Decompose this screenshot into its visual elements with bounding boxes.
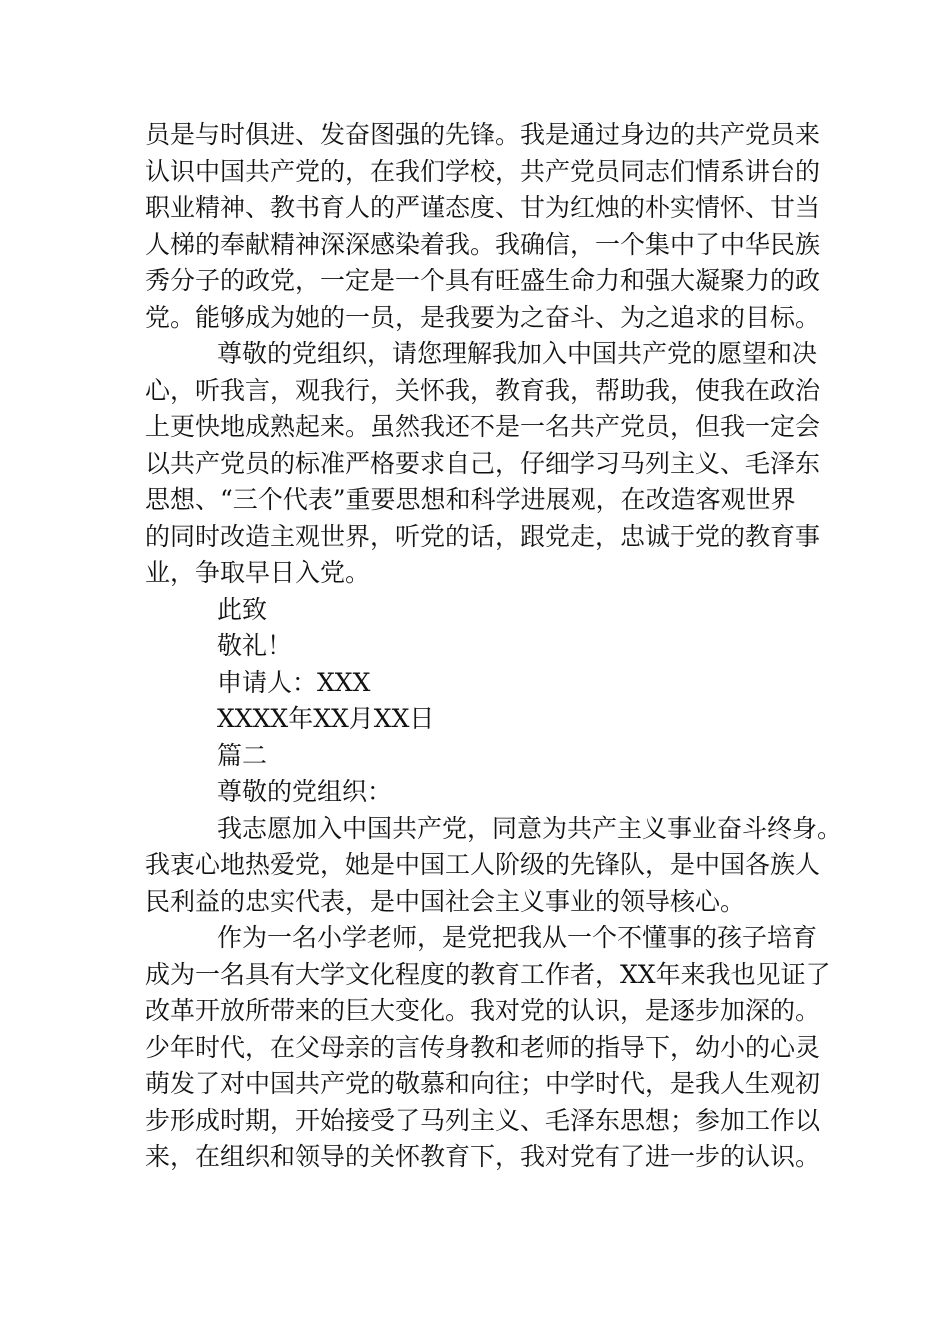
document-line: 尊敬的党组织： bbox=[217, 777, 393, 806]
document-line: 的同时改造主观世界，听党的话，跟党走，忠诚于党的教育事 bbox=[145, 521, 821, 551]
document-body bbox=[145, 117, 843, 1176]
document-line: 秀分子的政党，一定是一个具有旺盛生命力和强大凝聚力的政 bbox=[145, 266, 821, 295]
document-line: 我志愿加入中国共产党，同意为共产主义事业奋斗终身。 bbox=[217, 813, 843, 843]
document-line: XXXX年XX月XX日 bbox=[217, 704, 435, 733]
document-line: 我衷心地热爱党，她是中国工人阶级的先锋队，是中国各族人 bbox=[145, 850, 821, 879]
document-line: 来，在组织和领导的关怀教育下，我对党有了进一步的认识。 bbox=[145, 1142, 821, 1171]
document-line: 职业精神、教书育人的严谨态度、甘为红烛的朴实情怀、甘当 bbox=[145, 193, 821, 222]
document-line: 此致 bbox=[217, 594, 268, 624]
document-line: 党。能够成为她的一员，是我要为之奋斗、为之追求的目标。 bbox=[145, 302, 821, 332]
document-line: 上更快地成熟起来。虽然我还不是一名共产党员，但我一定会 bbox=[145, 412, 821, 441]
document-line: 步形成时期，开始接受了马列主义、毛泽东思想；参加工作以 bbox=[145, 1105, 821, 1135]
document-line: 思想、“三个代表”重要思想和科学进展观，在改造客观世界 bbox=[145, 485, 796, 514]
document-line: 尊敬的党组织，请您理解我加入中国共产党的愿望和决 bbox=[217, 339, 818, 368]
document-line: 以共产党员的标准严格要求自己，仔细学习马列主义、毛泽东 bbox=[145, 448, 821, 478]
document-line: 少年时代，在父母亲的言传身教和老师的指导下，幼小的心灵 bbox=[145, 1032, 821, 1062]
document-line: 萌发了对中国共产党的敬慕和向往；中学时代，是我人生观初 bbox=[145, 1069, 821, 1098]
document-line: 申请人：XXX bbox=[217, 667, 371, 697]
document-line: 认识中国共产党的，在我们学校，共产党员同志们情系讲台的 bbox=[145, 156, 821, 186]
document-line: 成为一名具有大学文化程度的教育工作者，XX年来我也见证了 bbox=[145, 959, 831, 989]
document-line: 篇二 bbox=[217, 740, 268, 770]
document-line: 心，听我言，观我行，关怀我，教育我，帮助我，使我在政治 bbox=[145, 375, 821, 405]
document-line: 业，争取早日入党。 bbox=[145, 558, 371, 587]
document-line: 人梯的奉献精神深深感染着我。我确信，一个集中了中华民族 bbox=[145, 229, 821, 259]
document-line: 作为一名小学老师，是党把我从一个不懂事的孩子培育 bbox=[217, 923, 818, 952]
document-line: 改革开放所带来的巨大变化。我对党的认识，是逐步加深的。 bbox=[145, 996, 821, 1025]
document-line: 敬礼！ bbox=[217, 631, 293, 660]
document-line: 民利益的忠实代表，是中国社会主义事业的领导核心。 bbox=[145, 886, 746, 916]
document-line: 员是与时俱进、发奋图强的先锋。我是通过身边的共产党员来 bbox=[145, 120, 821, 149]
